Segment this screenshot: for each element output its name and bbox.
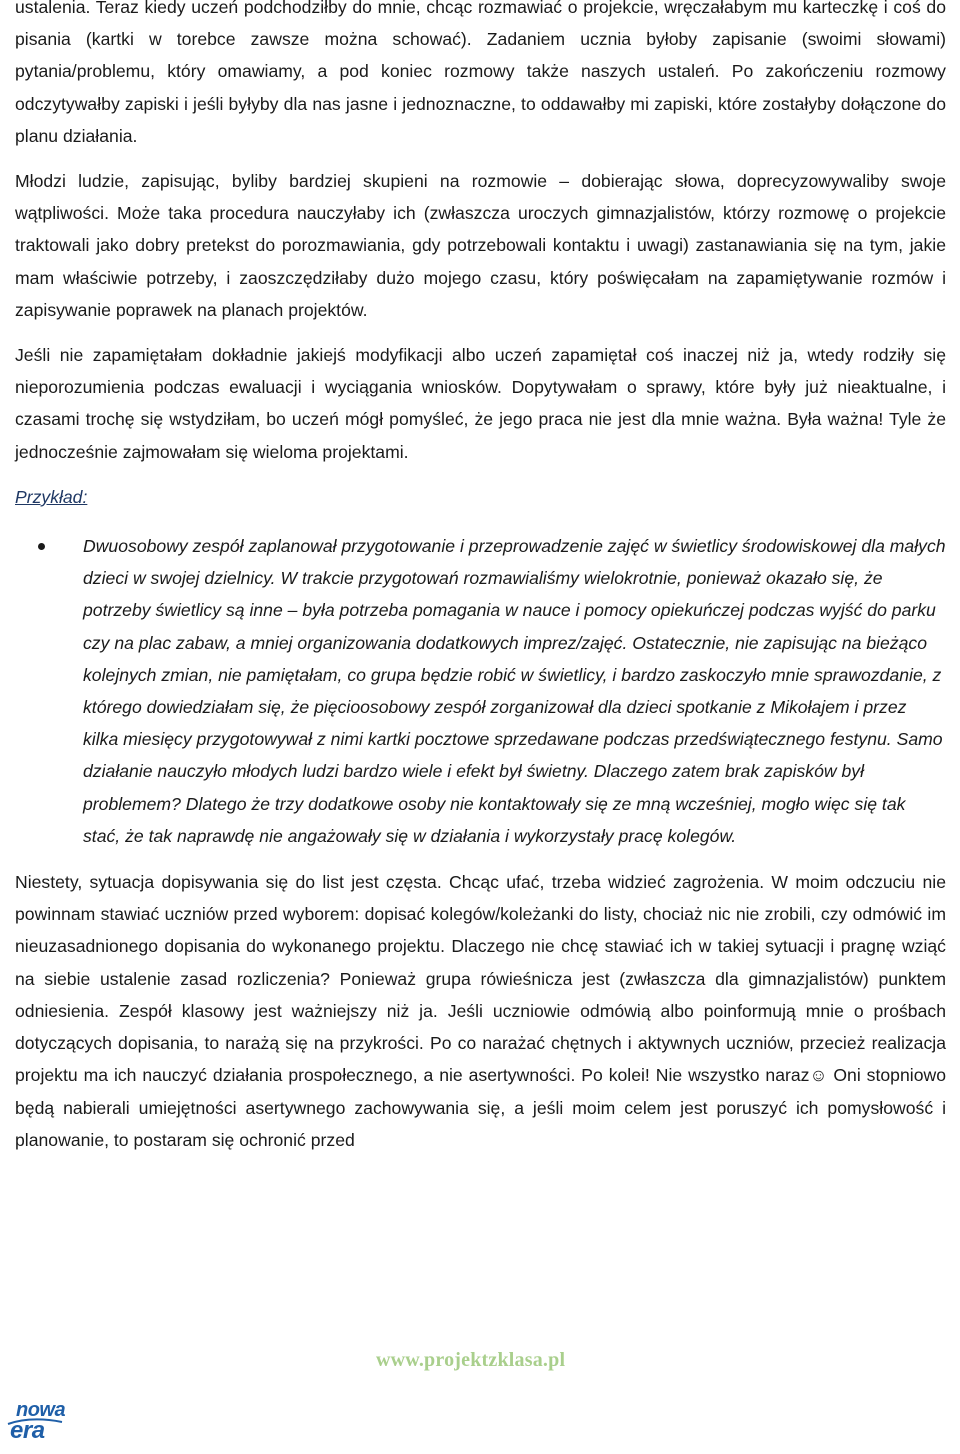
nowa-era-logo bbox=[6, 1400, 66, 1448]
paragraph: Młodzi ludzie, zapisując, byliby bardziej skupieni na rozmowie – dobierając słowa, doprecyzowywaliby swoje wątpliwości. Może taka procedura nauczyłaby ich (zwłaszcza uroczych gimnazjalistów, którzy rozmowę o projekcie traktowali jako dobry pretekst do porozmawiania, gdy potrzebowali kontaktu i uwagi) zastanawiania się na tym, jakie mam właściwie potrzeby, i zaoszczędziłaby dużo mojego czasu, który poświęcałam na zapamiętywanie rozmów i zapisywanie poprawek na planach projektów. bbox=[15, 171, 946, 320]
logo-text: nowa bbox=[16, 1399, 66, 1421]
example-text: Dwuosobowy zespół zaplanował przygotowanie i przeprowadzenie zajęć w świetlicy środowiskowej dla małych dzieci w swojej dzielnicy. W trakcie przygotowań rozmawialiśmy wielokrotnie, ponieważ okazało się, że potrzeby świetlicy są inne – była potrzeba pomagania w nauce i pomocy opiekuńczej podczas wyjść do parku czy na plac zabaw, a mniej organizowania dodatkowych imprez/zajęć. Ostatecznie, nie zapisując na bieżąco kolejnych zmian, nie pamiętałam, co grupa będzie robić w świetlicy, i bardzo zaskoczyło mnie sprawozdanie, z którego dowiedziałam się, że pięcioosobowy zespół zorganizował dla dzieci spotkanie z Mikołajem i przez kilka miesięcy przygotowywał z nimi kartki pocztowe sprzedawane podczas przedświątecznego festynu. Samo działanie nauczyło młodych ludzi bardzo wiele i efekt był świetny. Dlaczego zatem brak zapisków był problemem? Dlatego że trzy dodatkowe osoby nie kontaktowały się ze mną wcześniej, mogło więc się tak stać, że tak naprawdę nie angażowały się w działania i wykorzystały pracę kolegów. bbox=[83, 536, 946, 846]
example-list bbox=[15, 530, 946, 852]
example-heading: Przykład: bbox=[15, 486, 88, 507]
paragraph: Niestety, sytuacja dopisywania się do list jest częsta. Chcąc ufać, trzeba widzieć zagrożenia. W moim odczuciu nie powinnam stawiać uczniów przed wyborem: dopisać kolegów/koleżanki do listy, chociaż nic nie zrobili, czy odmówić im nieuzasadnionego dopisania do wykonanego projektu. Dlaczego nie chcę stawiać ich w takiej sytuacji i pragnę wziąć na siebie ustalenie zasad rozliczenia? Ponieważ grupa rówieśnicza jest (zwłaszcza dla gimnazjalistów) punktem odniesienia. Zespół klasowy jest ważniejszy niż ja. Jeśli uczniowie odmówią albo poinformują mnie o prośbach dotyczących dopisania, to narażą się na przykrości. Po co narażać chętnych i aktywnych uczniów, przecież realizacja projektu ma ich nauczyć działania prospołecznego, a nie asertywności. Po kolei! Nie wszystko naraz☺ Oni stopniowo będą nabierali umiejętności asertywnego zachowywania się, a jeśli moim celem jest poruszyć ich pomysłowość i planowanie, to postaram się ochronić przed bbox=[15, 872, 946, 1150]
bullet-icon bbox=[38, 543, 45, 550]
footer-url: www.projektzklasa.pl bbox=[376, 1349, 566, 1371]
paragraph: Jeśli nie zapamiętałam dokładnie jakiejś modyfikacji albo uczeń zapamiętał coś inaczej niż ja, wtedy rodziły się nieporozumienia podczas ewaluacji i wyciągania wniosków. Dopytywałam o sprawy, które były już nieaktualne, i czasami trochę się wstydziłam, bo uczeń mógł pomyśleć, że jego praca nie jest dla mnie ważna. Była ważna! Tyle że jednocześnie zajmowałam się wieloma projektami. bbox=[15, 345, 946, 462]
document-page bbox=[15, 0, 946, 1156]
logo-text: era bbox=[10, 1417, 45, 1444]
list-item bbox=[15, 530, 946, 852]
paragraph: ustalenia. Teraz kiedy uczeń podchodziłby do mnie, chcąc rozmawiać o projekcie, wręczałabym mu karteczkę i coś do pisania (kartki w torebce zawsze można schować). Zadaniem ucznia byłoby zapisanie (swoimi słowami) pytania/problemu, który omawiamy, a pod koniec rozmowy także naszych ustaleń. Po zakończeniu rozmowy odczytywałby zapiski i jeśli byłyby dla nas jasne i jednoznaczne, to oddawałby mi zapiski, które zostałyby dołączone do planu działania. bbox=[15, 0, 946, 146]
